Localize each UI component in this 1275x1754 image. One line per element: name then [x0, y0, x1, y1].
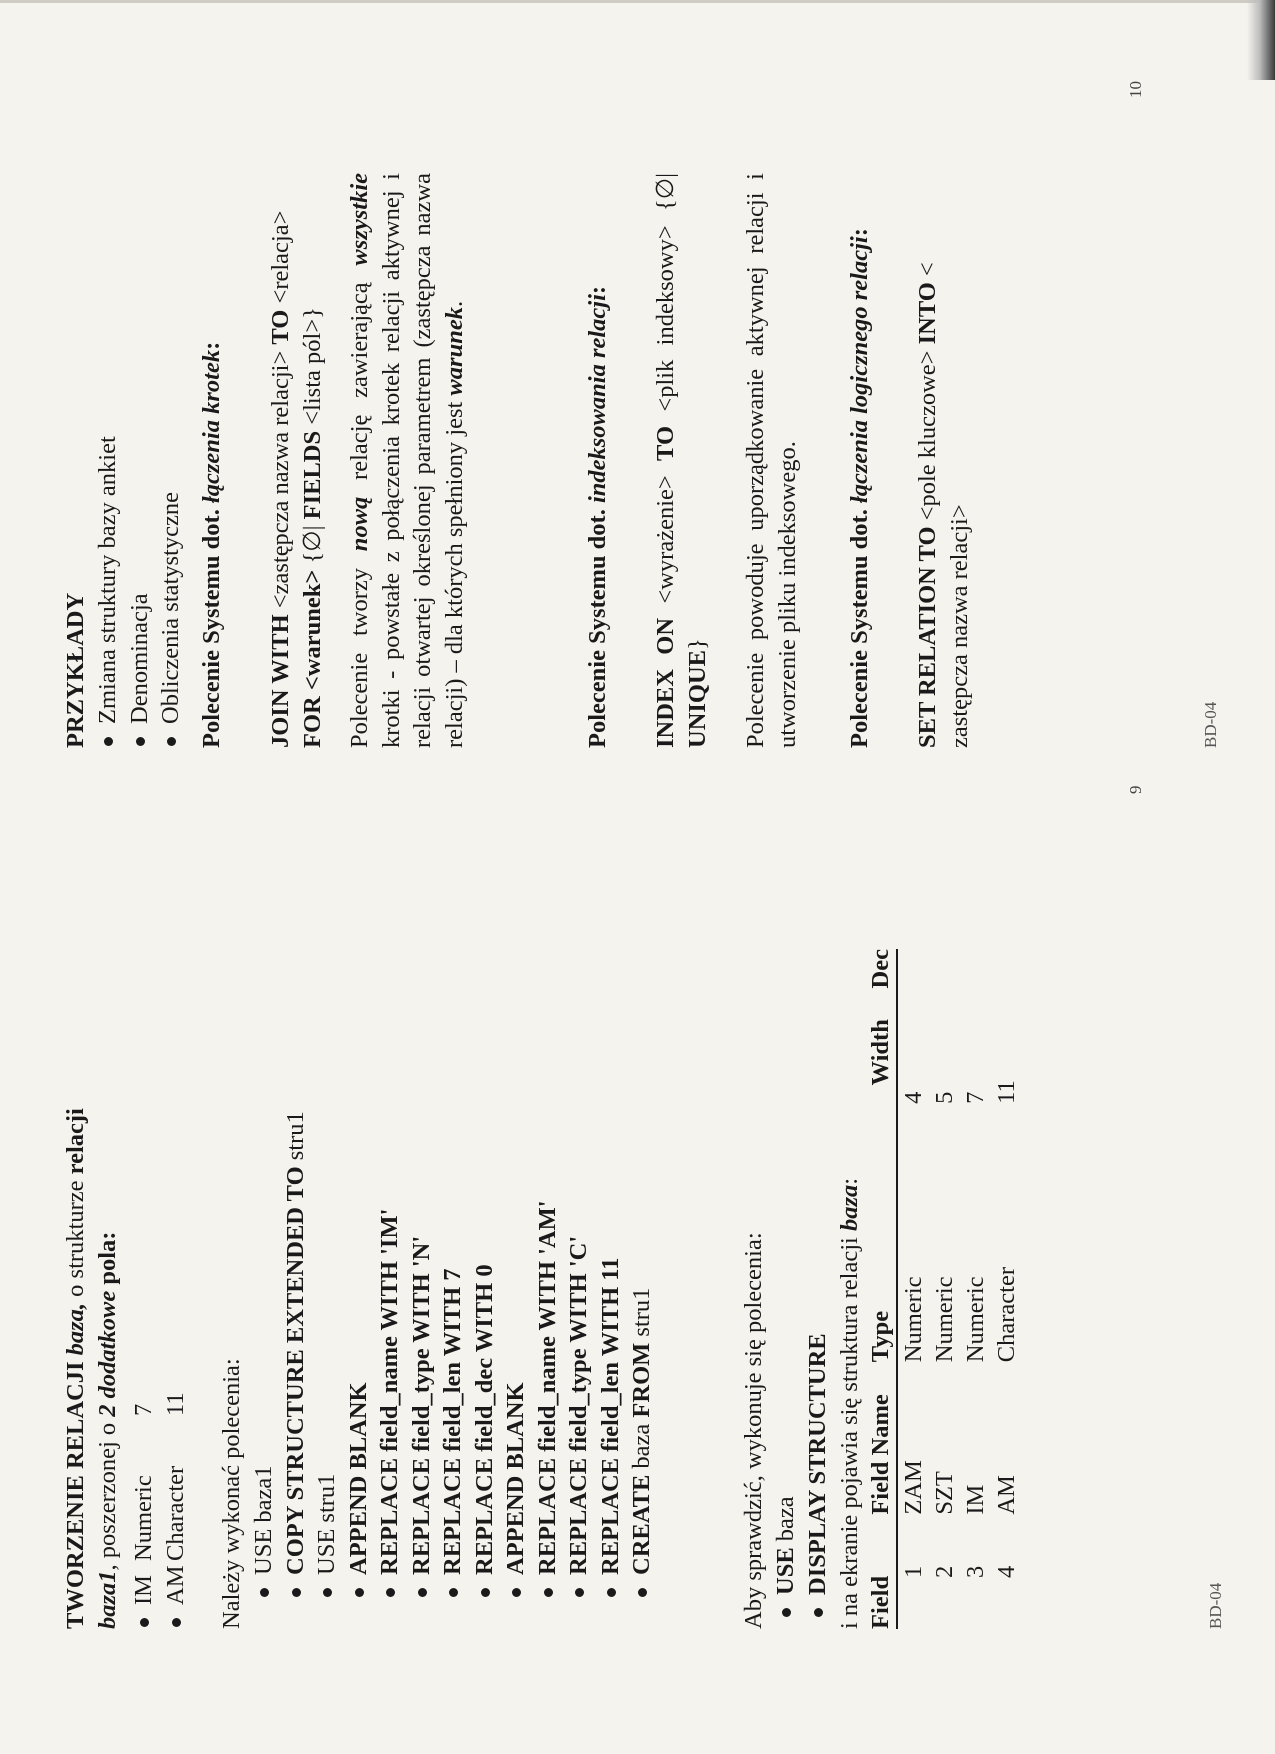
bullet-icon [607, 1588, 616, 1597]
bullet-icon [481, 1588, 490, 1597]
join-desc-text-3: krotki - powstałe z połączenia krotek relacji aktywnej i relacji otwartej określonej parametrem (zastępcza nazwa relacji) – dla których spełniony jest [377, 173, 468, 748]
bullet-icon [292, 1588, 301, 1597]
field-type: Character [161, 1465, 189, 1561]
list-item [595, 949, 627, 1629]
cell-field-name: ZAM [900, 1460, 927, 1515]
relation-arg: <pole kluczowe> [914, 344, 941, 527]
index-title-end: : [584, 285, 611, 295]
join-title [196, 173, 228, 748]
header-dec: Dec [866, 949, 897, 1019]
example-label: Obliczenia statystyczne [157, 492, 184, 724]
examples-title: PRZYKŁADY [62, 592, 89, 748]
list-item [437, 949, 469, 1629]
index-arg-file: <plik indeksowy> {∅| [652, 173, 679, 426]
index-syntax-end: } [683, 638, 711, 650]
table-row [929, 949, 960, 1629]
join-keyword: JOIN WITH [267, 614, 294, 748]
list-item [92, 173, 124, 748]
cell-type: Numeric [900, 1276, 927, 1363]
bullet-icon [638, 1588, 647, 1597]
bullet-icon [136, 737, 145, 746]
list-item [343, 949, 375, 1629]
cell-field-name: AM [993, 1475, 1020, 1515]
field-name: IM [130, 1575, 157, 1605]
join-desc-all: wszystkie [346, 173, 373, 266]
command-keyword: REPLACE field_name WITH 'IM' [376, 1208, 403, 1575]
bullet-icon [575, 1588, 584, 1597]
heading-fields: pola: [93, 1231, 121, 1291]
list-item [155, 173, 187, 748]
join-option: {∅| [298, 519, 326, 570]
header-field-name: Field Name [866, 1362, 897, 1514]
command-arg: stru1 [281, 1111, 309, 1167]
cell-field-name: SZT [931, 1471, 958, 1515]
list-item [311, 949, 343, 1629]
command-arg: baza [628, 1417, 655, 1475]
bullet-icon [814, 1608, 823, 1617]
command-arg: stru1 [628, 1287, 655, 1343]
bullet-icon [544, 1588, 553, 1597]
join-keyword-to: TO [267, 309, 294, 345]
cell-dec [929, 949, 960, 1019]
cell-dec [897, 949, 929, 1019]
table-row [897, 949, 929, 1629]
join-desc-text: Polecenie tworzy [346, 551, 373, 748]
example-label: Zmiana struktury bazy ankiet [94, 436, 121, 724]
cell-type: Numeric [962, 1276, 989, 1363]
table-row [960, 949, 991, 1629]
bullet-icon [104, 737, 113, 746]
footer-left: BD-04 [1206, 1582, 1225, 1629]
command-keyword: REPLACE field_name WITH 'AM' [533, 1200, 561, 1575]
index-title [582, 173, 614, 748]
screen-text-relation: baza [836, 1184, 863, 1232]
join-desc-end: . [440, 300, 468, 308]
heading-additional: 2 dodatkowe [93, 1290, 121, 1417]
heading-baza1: baza1 [93, 1570, 121, 1629]
list-item [469, 949, 501, 1629]
example-label: Denominacja [125, 593, 153, 724]
cell-type: Numeric [931, 1276, 958, 1363]
join-description [344, 173, 470, 748]
table-header-row [866, 949, 897, 1629]
join-desc-condition: warunek [440, 307, 468, 396]
command-keyword: COPY STRUCTURE EXTENDED TO [281, 1166, 309, 1575]
heading-relation: baza, [62, 1302, 89, 1356]
table-row [991, 949, 1022, 1629]
list-item [626, 949, 658, 1629]
index-keyword-to: TO [652, 425, 679, 461]
list-item [563, 949, 595, 1629]
cell-field-name: IM [962, 1484, 989, 1515]
command-keyword: APPEND BLANK [502, 1382, 529, 1575]
bullet-icon [355, 1588, 364, 1597]
check-intro: Aby sprawdzić, wykonuje się polecenia: [740, 1232, 767, 1629]
bullet-icon [782, 1608, 791, 1617]
index-title-topic: indeksowania relacji [584, 294, 611, 504]
heading-relacji: relacji [62, 1108, 89, 1175]
join-keyword-fields: FIELDS [298, 430, 326, 520]
join-desc-new: nową [346, 496, 373, 552]
page-number-left: 9 [1126, 785, 1145, 794]
index-syntax [650, 173, 713, 748]
cell-width: 5 [931, 1091, 958, 1104]
bullet-icon [172, 1618, 181, 1627]
relation-title-text: Polecenie Systemu dot. [846, 503, 873, 748]
list-item [160, 949, 192, 1629]
command-keyword: REPLACE field_dec WITH 0 [470, 1264, 498, 1575]
field-name: AM [161, 1565, 189, 1605]
bullet-icon [386, 1588, 395, 1597]
list-item [280, 949, 312, 1629]
list-item [128, 949, 160, 1629]
command-keyword: REPLACE field_type WITH 'C' [565, 1235, 592, 1575]
relation-syntax [912, 173, 975, 748]
command-keyword: REPLACE field_type WITH 'N' [407, 1235, 435, 1575]
bullet-icon [167, 737, 176, 746]
index-arg: <wyrażenie> [652, 460, 679, 618]
commands-list [248, 949, 658, 1629]
relation-keyword-into: INTO [914, 282, 941, 345]
cell-dec [960, 949, 991, 1019]
command-keyword: USE [250, 1528, 277, 1575]
bullet-icon [140, 1618, 149, 1627]
new-fields-list [128, 949, 191, 1629]
index-keyword: INDEX ON [652, 617, 679, 748]
join-title-end: : [198, 341, 225, 350]
header-width: Width [866, 1019, 897, 1126]
join-title-topic: łączenia krotek [198, 349, 225, 504]
command-keyword: USE [772, 1547, 799, 1595]
header-type: Type [866, 1126, 897, 1362]
cell-type: Character [993, 1266, 1020, 1363]
cell-field: 1 [900, 1565, 927, 1578]
command-keyword: USE [313, 1528, 340, 1575]
cell-dec [991, 949, 1022, 1019]
relation-keyword: SET RELATION TO [914, 526, 941, 748]
cell-width: 4 [900, 1091, 927, 1104]
heading-text-2: , poszerzonej o [93, 1416, 121, 1571]
footer-right: BD-04 [1201, 701, 1220, 748]
examples-list [92, 173, 187, 748]
index-description: Polecenie powoduje uporządkowanie aktywnej relacji i utworzenie pliku indeksowego. [742, 173, 801, 748]
list-item [406, 949, 438, 1629]
join-title-text: Polecenie Systemu dot. [198, 503, 225, 748]
screen-text [834, 949, 866, 1629]
command-arg: baza [772, 1496, 799, 1548]
bullet-icon [418, 1588, 427, 1597]
list-item [802, 949, 834, 1629]
relation-title-topic: łączenia logicznego relacji [846, 236, 873, 504]
command-keyword: REPLACE field_len WITH 11 [596, 1257, 624, 1575]
list-item [532, 949, 564, 1629]
heading-title: TWORZENIE RELACJI [62, 1361, 89, 1629]
join-syntax [265, 173, 328, 748]
screen-text-main: i na ekranie pojawia się struktura relacji [836, 1231, 863, 1629]
page-number-right: 10 [1126, 81, 1145, 98]
command-keyword: DISPLAY STRUCTURE [803, 1333, 831, 1595]
command-keyword: CREATE [628, 1474, 655, 1575]
list-item [500, 949, 532, 1629]
check-commands-list [770, 949, 833, 1629]
field-len: 11 [161, 1392, 189, 1416]
bullet-icon [323, 1588, 332, 1597]
bullet-icon [512, 1588, 521, 1597]
cell-width: 7 [962, 1091, 989, 1104]
command-keyword: APPEND BLANK [344, 1382, 372, 1575]
join-arg: <zastępcza nazwa relacji> [267, 344, 294, 615]
list-item [374, 949, 406, 1629]
relation-arg-name: < zastępcza nazwa relacji> [914, 262, 973, 748]
header-field: Field [866, 1515, 897, 1629]
join-arg-relacja: <relacja> [267, 210, 294, 310]
command-arg: stru1 [313, 1473, 340, 1529]
field-len: 7 [130, 1403, 157, 1416]
cell-field: 2 [931, 1565, 958, 1578]
relation-title-end: : [846, 228, 873, 237]
list-item [770, 949, 802, 1629]
heading-text: o strukturze [62, 1174, 89, 1303]
index-title-text: Polecenie Systemu dot. [584, 503, 611, 748]
command-arg: baza1 [250, 1465, 277, 1529]
cell-width: 11 [993, 1080, 1020, 1104]
join-desc-text-2: relację zawierającą [346, 265, 373, 497]
creation-heading [60, 949, 123, 1629]
index-keyword-unique: UNIQUE [683, 649, 711, 748]
command-keyword: FROM [628, 1342, 655, 1418]
bullet-icon [449, 1588, 458, 1597]
commands-intro: Należy wykonać polecenia: [218, 1358, 245, 1629]
field-type: Numeric [130, 1475, 157, 1561]
command-keyword: REPLACE field_len WITH 7 [439, 1268, 466, 1575]
structure-table [866, 949, 1022, 1629]
bullet-icon [260, 1588, 269, 1597]
cell-field: 3 [962, 1565, 989, 1578]
join-keyword-for: FOR <warunek> [298, 569, 326, 748]
relation-title [844, 173, 876, 748]
cell-field: 4 [993, 1565, 1020, 1578]
list-item [124, 173, 156, 748]
list-item [248, 949, 280, 1629]
join-arg-fields: <lista pól>} [298, 307, 326, 431]
screen-text-end: : [836, 1177, 863, 1185]
